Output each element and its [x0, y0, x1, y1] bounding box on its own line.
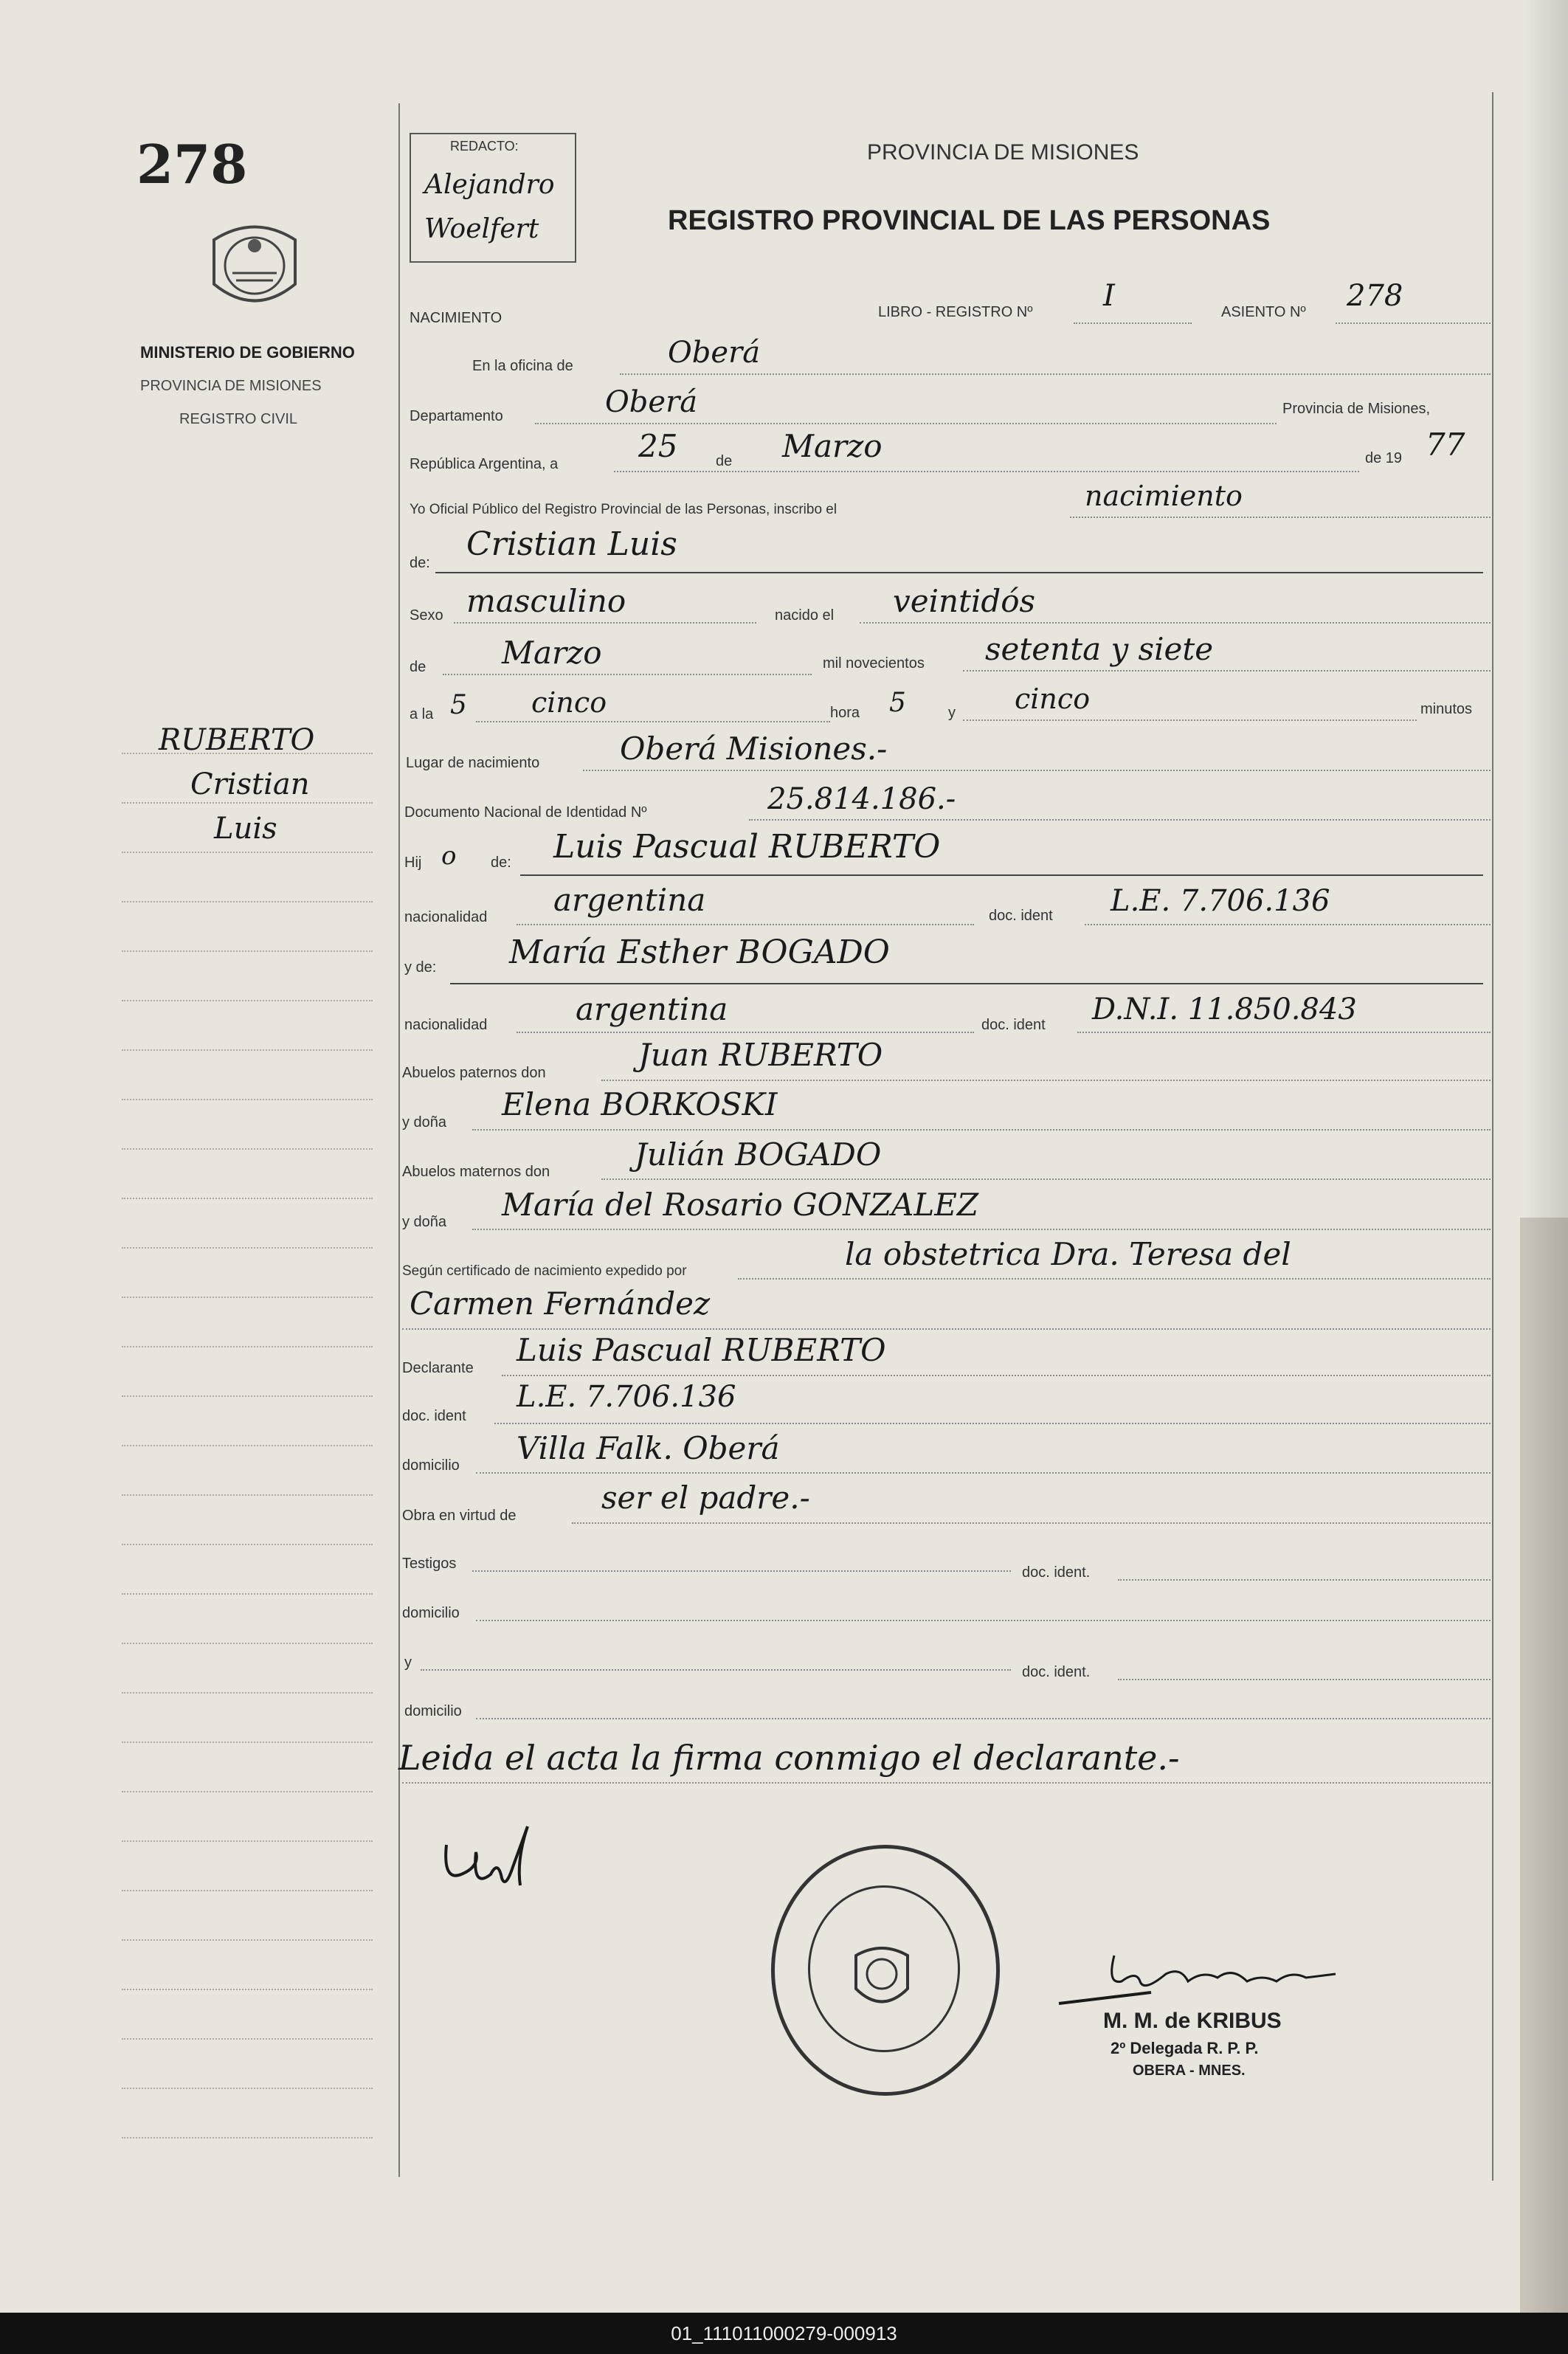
margin-note-surname: RUBERTO: [159, 723, 315, 757]
sexo-value: masculino: [466, 583, 626, 619]
libro-value: I: [1103, 279, 1115, 313]
ydona1-label: y doña: [402, 1114, 447, 1131]
margin-ruled-line: [122, 901, 373, 902]
hijo-de-label: de:: [491, 855, 511, 871]
anio-label: de 19: [1365, 450, 1403, 466]
alas-value: cinco: [531, 686, 607, 719]
ydona2-label: y doña: [402, 1214, 447, 1230]
docd-label: doc. ident: [402, 1408, 466, 1424]
nac2-value: argentina: [576, 991, 728, 1027]
minutos-label: minutos: [1420, 701, 1473, 717]
abm-value: Julián BOGADO: [635, 1136, 882, 1173]
dia-value: 25: [638, 428, 678, 464]
min-value: cinco: [1015, 683, 1091, 715]
declarante-label: Declarante: [402, 1360, 474, 1376]
redacto-name-1: Alejandro: [424, 170, 555, 200]
margin-ruled-line: [122, 1198, 373, 1199]
provincia-label: Provincia de Misiones,: [1282, 401, 1431, 417]
civil-registry-label: REGISTRO CIVIL: [179, 411, 298, 427]
left-border-line: [398, 103, 400, 2177]
margin-ruled-line: [122, 2038, 373, 2040]
mes-value: Marzo: [782, 428, 883, 464]
nac1-value: argentina: [553, 882, 706, 918]
margin-note-name2: Luis: [214, 812, 277, 846]
ledger-edge: [1520, 1218, 1568, 2313]
declarante-value: Luis Pascual RUBERTO: [517, 1332, 886, 1368]
ydona2-value: María del Rosario GONZALEZ: [502, 1187, 979, 1223]
domicilio-value: Villa Falk. Oberá: [517, 1430, 780, 1466]
nombre-value: Cristian Luis: [466, 525, 677, 563]
margin-ruled-line: [122, 753, 373, 754]
inscribo-value: nacimiento: [1085, 480, 1243, 512]
abm-label: Abuelos maternos don: [402, 1164, 550, 1180]
margin-ruled-line: [122, 1297, 373, 1298]
coat-of-arms-icon: [199, 210, 310, 321]
obra-value: ser el padre.-: [601, 1480, 810, 1516]
republica-label: República Argentina, a: [410, 456, 559, 472]
margin-ruled-line: [122, 2088, 373, 2089]
doc1-label: doc. ident: [989, 908, 1053, 924]
doc2-value: D.N.I. 11.850.843: [1092, 993, 1357, 1026]
margin-ruled-line: [122, 1148, 373, 1150]
mil-value: setenta y siete: [985, 631, 1214, 667]
hijo-suffix: o: [441, 841, 457, 871]
margin-ruled-line: [122, 1593, 373, 1595]
cert-label: Según certificado de nacimiento expedido por: [402, 1263, 687, 1279]
official-name: M. M. de KRIBUS: [1103, 2009, 1282, 2033]
domicilio-label: domicilio: [402, 1457, 460, 1474]
right-border-line: [1492, 92, 1493, 2181]
seal-emblem-icon: [845, 1941, 919, 2015]
departamento-label: Departamento: [410, 408, 503, 424]
margin-ruled-line: [122, 2137, 373, 2139]
obra-label: Obra en virtud de: [402, 1508, 517, 1524]
docd-value: L.E. 7.706.136: [517, 1380, 736, 1414]
margin-ruled-line: [122, 950, 373, 952]
oficial-label: Yo Oficial Público del Registro Provincial de las Personas, inscribo el: [410, 502, 837, 517]
ydona1-value: Elena BORKOSKI: [502, 1086, 778, 1122]
margin-note-name1: Cristian: [190, 767, 310, 801]
official-role: 2º Delegada R. P. P.: [1111, 2039, 1259, 2057]
nacimiento-label: NACIMIENTO: [410, 310, 502, 326]
alas-label: a la: [410, 706, 434, 722]
oficina-value: Oberá: [668, 336, 761, 370]
margin-ruled-line: [122, 1643, 373, 1644]
margin-ruled-line: [122, 1346, 373, 1347]
y-label: y: [948, 705, 956, 721]
province-label: PROVINCIA DE MISIONES: [140, 378, 322, 394]
margin-ruled-line: [122, 852, 373, 853]
sexo-label: Sexo: [410, 607, 443, 624]
official-signature: [1055, 1941, 1395, 2015]
cert-value-2: Carmen Fernández: [410, 1285, 711, 1322]
abp-value: Juan RUBERTO: [638, 1037, 883, 1073]
hora-label: hora: [830, 705, 860, 721]
margin-ruled-line: [122, 1445, 373, 1446]
asiento-value: 278: [1347, 279, 1403, 313]
cert-value-1: la obstetrica Dra. Teresa del: [845, 1236, 1291, 1272]
asiento-label: ASIENTO Nº: [1221, 304, 1306, 320]
oficina-label: En la oficina de: [472, 358, 573, 374]
ministry-label: MINISTERIO DE GOBIERNO: [140, 343, 355, 362]
margin-ruled-line: [122, 1099, 373, 1100]
doct2-label: doc. ident.: [1022, 1664, 1091, 1680]
margin-ruled-line: [122, 1840, 373, 1842]
hijo-label: Hij: [404, 855, 422, 871]
dni-label: Documento Nacional de Identidad Nº: [404, 804, 647, 821]
yde-label: y de:: [404, 959, 437, 976]
anio-value: 77: [1426, 427, 1465, 463]
lugar-label: Lugar de nacimiento: [406, 755, 540, 771]
margin-ruled-line: [122, 1544, 373, 1545]
testigos-label: Testigos: [402, 1556, 457, 1572]
margin-ruled-line: [122, 1692, 373, 1694]
nacido-label: nacido el: [775, 607, 835, 624]
margin-ruled-line: [122, 1890, 373, 1891]
official-place: OBERA - MNES.: [1133, 2063, 1246, 2079]
de2-label: de:: [410, 555, 430, 571]
image-code: 01_111011000279-000913: [0, 2313, 1568, 2354]
page-number: 278: [137, 133, 248, 196]
alas-num: 5: [450, 690, 467, 720]
de3-label: de: [410, 659, 426, 675]
lugar-value: Oberá Misiones.-: [620, 731, 888, 767]
libro-label: LIBRO - REGISTRO Nº: [878, 304, 1033, 320]
closing-text: Leida el acta la firma conmigo el declarante.-: [398, 1738, 1180, 1778]
margin-ruled-line: [122, 1742, 373, 1743]
margin-ruled-line: [122, 802, 373, 804]
dom2-label: domicilio: [402, 1605, 460, 1621]
margin-ruled-line: [122, 1395, 373, 1397]
margin-ruled-line: [122, 1000, 373, 1001]
margin-ruled-line: [122, 1989, 373, 1990]
margin-ruled-line: [122, 1247, 373, 1249]
margin-ruled-line: [122, 1791, 373, 1792]
mes2-value: Marzo: [502, 635, 602, 671]
dni-value: 25.814.186.-: [767, 782, 956, 816]
mil-label: mil novecientos: [823, 655, 925, 672]
madre-value: María Esther BOGADO: [509, 933, 890, 971]
margin-ruled-line: [122, 1049, 373, 1051]
margin-ruled-line: [122, 1494, 373, 1496]
doc1-value: L.E. 7.706.136: [1111, 884, 1330, 918]
hora-num: 5: [889, 688, 906, 718]
nac2-label: nacionalidad: [404, 1017, 488, 1033]
padre-value: Luis Pascual RUBERTO: [553, 828, 941, 866]
nacido-value: veintidós: [893, 583, 1036, 619]
redacto-name-2: Woelfert: [424, 214, 539, 244]
doc2-label: doc. ident: [981, 1017, 1046, 1033]
doct-label: doc. ident.: [1022, 1564, 1091, 1581]
departamento-value: Oberá: [605, 385, 698, 419]
registry-title: REGISTRO PROVINCIAL DE LAS PERSONAS: [668, 205, 1271, 236]
margin-ruled-line: [122, 1939, 373, 1941]
abp-label: Abuelos paternos don: [402, 1065, 546, 1081]
redacto-label: REDACTO:: [450, 139, 519, 153]
declarant-signature: [435, 1815, 553, 1896]
nac1-label: nacionalidad: [404, 909, 488, 925]
de-label: de: [716, 453, 733, 469]
dom3-label: domicilio: [404, 1703, 462, 1719]
province-heading: PROVINCIA DE MISIONES: [867, 140, 1139, 165]
y2-label: y: [404, 1654, 412, 1671]
